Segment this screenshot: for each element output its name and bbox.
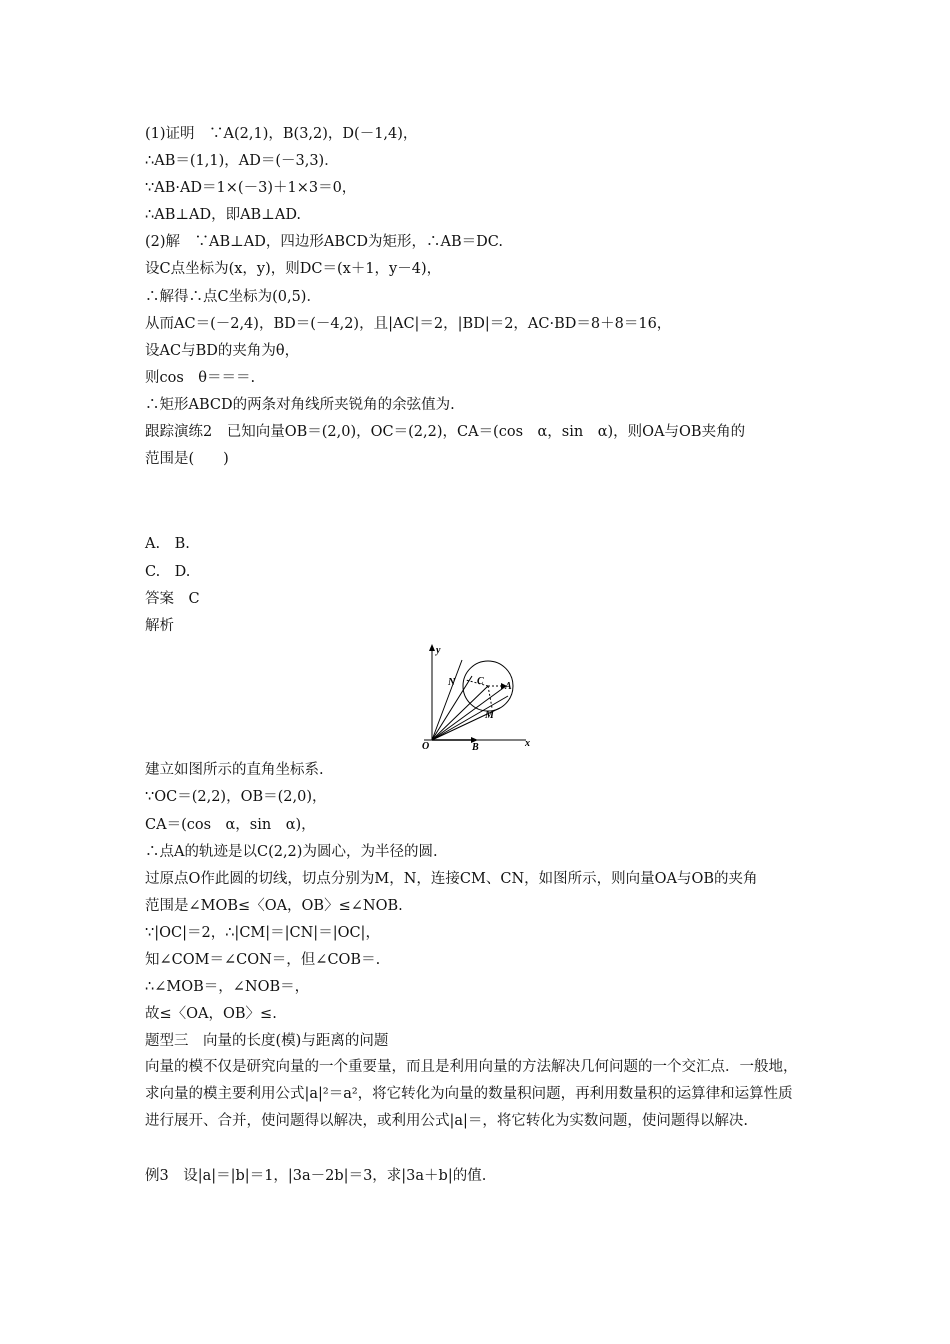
text-line: 设C点坐标为(x，y)，则DC＝(x＋1，y－4)， <box>145 261 442 277</box>
y-axis-label: y <box>436 645 441 656</box>
text-line: ∴AB⊥AD，即AB⊥AD. <box>145 207 302 223</box>
text-line: ∴AB＝(1,1)，AD＝(－3,3)． <box>145 153 339 169</box>
exercise-2-question-cont: 范围是( ) <box>145 451 229 467</box>
point-a-label: A <box>505 681 512 692</box>
point-m-label: M <box>485 710 494 721</box>
tangent-ray-m <box>432 696 508 740</box>
origin-label: O <box>422 741 430 752</box>
analysis-heading: 解析 <box>145 618 174 634</box>
exercise-2-question: 跟踪演练2 已知向量OB＝(2,0)，OC＝(2,2)，CA＝(cos α，sin α)，则OA与OB夹角的 <box>145 424 746 440</box>
text-line: 过原点O作此圆的切线，切点分别为M，N，连接CM、CN，如图所示，则向量OA与OB的夹角 <box>145 871 758 887</box>
answer-line: 答案 C <box>145 591 200 607</box>
segment-oa <box>432 686 506 740</box>
intro-paragraph: 向量的模不仅是研究向量的一个重要量，而且是利用向量的方法解决几何问题的一个交汇点．一般地，求向量的模主要利用公式|a|²＝a²，将它转化为向量的数量积问题，再利用数量积的运算律和运算性质进行展开、合并，使问题得以解决，或利用公式|a|＝，将它转化为实数问题，使问题得以解决. <box>145 1059 798 1129</box>
point-c-label: C <box>477 676 484 687</box>
text-line: ∴∠MOB＝，∠NOB＝， <box>145 979 310 995</box>
proof-1-heading: (1)证明 ∵A(2,1)，B(3,2)，D(－1,4)， <box>145 126 418 142</box>
option-cd: C. D. <box>145 564 191 580</box>
text-line: ∴矩形ABCD的两条对角线所夹锐角的余弦值为. <box>145 397 455 413</box>
coordinate-figure <box>408 640 538 752</box>
example-3: 例3 设|a|＝|b|＝1，|3a－2b|＝3，求|3a＋b|的值. <box>145 1168 487 1184</box>
point-n-label: N <box>448 677 456 688</box>
text-line: ∵AB·AD＝1×(－3)＋1×3＝0， <box>145 180 357 196</box>
text-line: 设AC与BD的夹角为θ， <box>145 343 300 359</box>
text-line: ∴解得∴点C坐标为(0,5)． <box>145 289 321 305</box>
text-line: 范围是∠MOB≤〈OA，OB〉≤∠NOB. <box>145 898 403 914</box>
text-line: 从而AC＝(－2,4)，BD＝(－4,2)，且|AC|＝2，|BD|＝2，AC·BD＝8＋8＝16， <box>145 316 672 332</box>
text-line: 建立如图所示的直角坐标系. <box>145 762 324 778</box>
text-line: 则cos θ＝＝＝. <box>145 370 256 386</box>
section-3-heading: 题型三 向量的长度(模)与距离的问题 <box>145 1033 389 1049</box>
text-line: ∵OC＝(2,2)，OB＝(2,0)， <box>145 789 327 805</box>
x-axis-label: x <box>525 738 530 749</box>
text-line: ∴点A的轨迹是以C(2,2)为圆心，为半径的圆. <box>145 844 438 860</box>
option-ab: A. B. <box>145 536 190 552</box>
text-line: 故≤〈OA，OB〉≤. <box>145 1006 277 1022</box>
point-b-label: B <box>472 742 479 752</box>
solution-2-heading: (2)解 ∵AB⊥AD，四边形ABCD为矩形，∴AB＝DC. <box>145 234 503 250</box>
text-line: CA＝(cos α，sin α)， <box>145 817 316 833</box>
y-axis-arrow <box>429 644 435 651</box>
text-line: ∵|OC|＝2，∴|CM|＝|CN|＝|OC|， <box>145 925 380 941</box>
text-line: 知∠COM＝∠CON＝，但∠COB＝. <box>145 952 381 968</box>
